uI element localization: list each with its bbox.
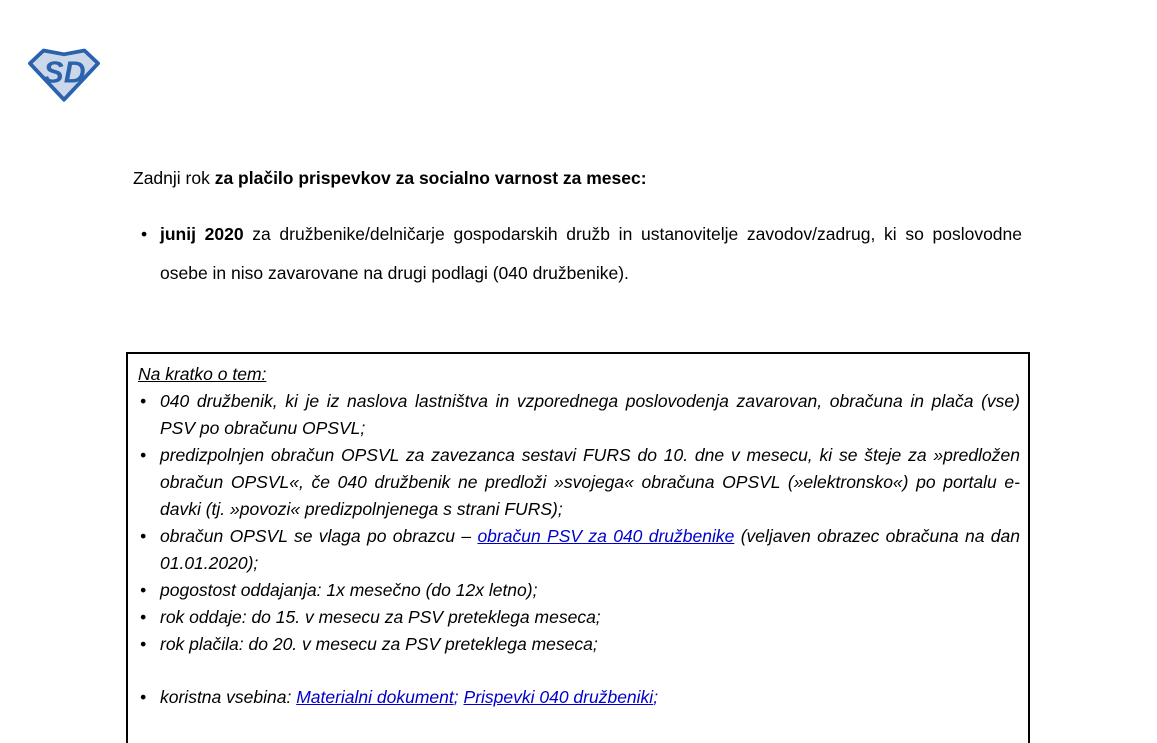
bullet-marker: • [140,607,147,627]
link-punctuation: ; [453,687,459,707]
summary-item-koristna-vsebina [138,684,1020,711]
bullet-marker: • [141,224,148,244]
link-prispevki-040-druzbeniki[interactable]: Prispevki 040 družbeniki [463,687,654,707]
summary-item-rok-placila [138,631,1020,658]
logo-letters: SD [43,56,86,90]
deadline-description: za družbenike/delničarje gospodarskih družb in ustanovitelje zavodov/zadrug, ki so poslovodne osebe in niso zavarovane na drugi podlagi (040 družbenike). [160,224,1022,283]
heading-bold-text: za plačilo prispevkov za socialno varnost za mesec: [214,168,647,188]
summary-box-title: Na kratko o tem: [138,364,267,384]
bullet-marker: • [140,580,147,600]
summary-item-text: pogostost oddajanja: 1x mesečno (do 12x letno); [160,580,538,600]
summary-item-040-druzbenik [138,388,1020,442]
intro-section [133,165,1022,293]
summary-item-rok-oddaje [138,604,1020,631]
summary-box [126,352,1030,743]
deadline-month: junij 2020 [160,224,244,244]
summary-item-text: predizpolnjen obračun OPSVL za zavezanca sestavi FURS do 10. dne v mesecu, ki se šteje za »predložen obračun OPSVL«, če 040 družbenik ne predloži »svojega« obračuna OPSVL (»elektronsko«) po portalu e-davki (tj. »povozi« predizpolnjenega s strani FURS); [160,445,1020,519]
summary-item-pogostost [138,577,1020,604]
link-punctuation: ; [653,687,659,707]
bullet-marker: • [140,687,147,707]
summary-item-text: rok plačila: do 20. v mesecu za PSV preteklega meseca; [160,634,598,654]
bullet-marker: • [140,634,147,654]
summary-item-text: koristna vsebina: [160,687,297,707]
sd-logo [26,46,102,102]
sd-shield-icon [26,46,102,102]
heading-normal-text: Zadnji rok [133,168,215,188]
bullet-marker: • [140,526,147,546]
summary-item-text: rok oddaje: do 15. v mesecu za PSV preteklega meseca; [160,607,601,627]
summary-item-text: 040 družbenik, ki je iz naslova lastništva in vzporednega poslovodenja zavarovan, obračuna in plača (vse) PSV po obračunu OPSVL; [160,391,1020,438]
bullet-marker: • [140,391,147,411]
deadline-bullet-item [133,215,1022,293]
link-obracun-psv-040[interactable]: obračun PSV za 040 družbenike [477,526,735,546]
link-materialni-dokument[interactable]: Materialni dokument [296,687,454,707]
summary-item-text: obračun OPSVL se vlaga po obrazcu – [160,526,478,546]
summary-item-obrazec [138,523,1020,577]
bullet-marker: • [140,445,147,465]
deadline-heading [133,165,1022,191]
summary-item-text: (veljaven obrazec obračuna na dan 01.01.2020); [160,526,1021,573]
summary-item-predizpolnjen-obracun [138,442,1020,523]
